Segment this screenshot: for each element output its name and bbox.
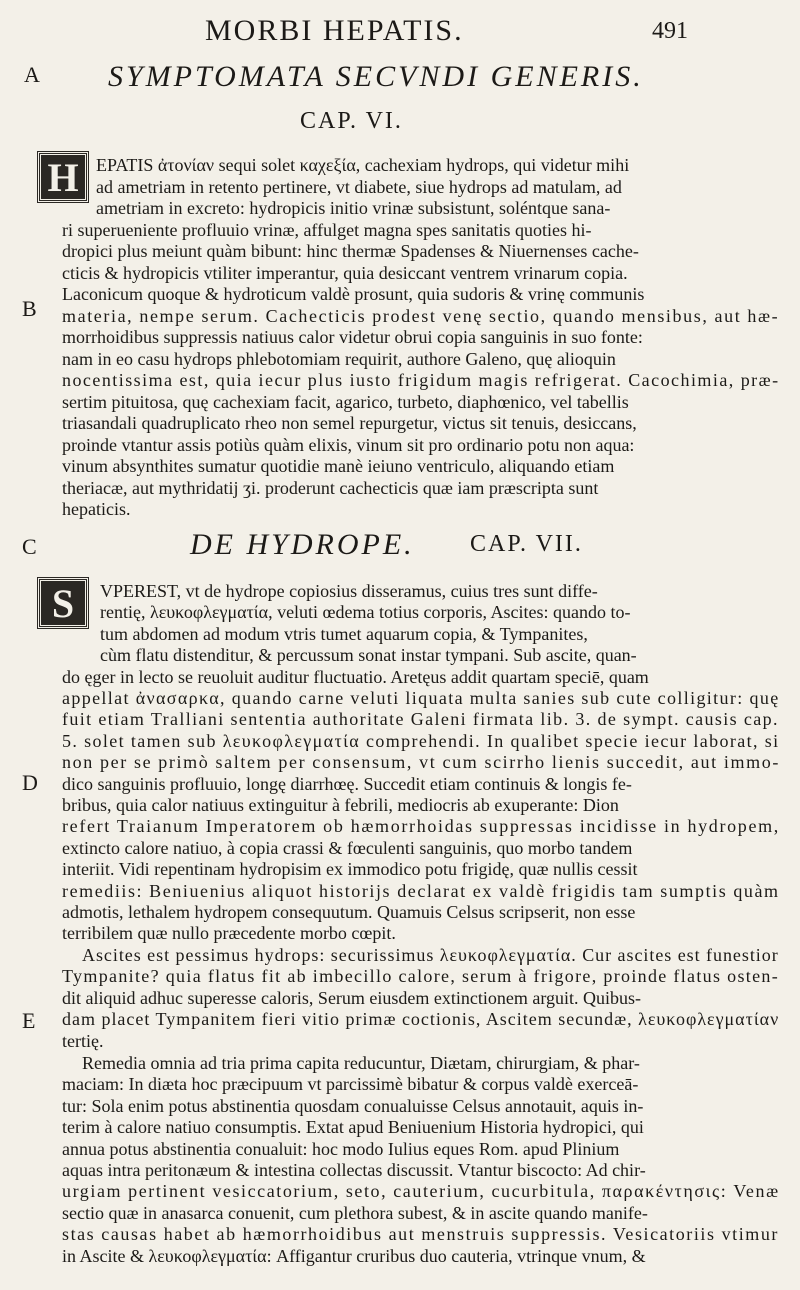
text-line: theriacæ, aut mythridatij ʒi. proderunt cachecticis quæ iam præscripta sunt — [62, 477, 599, 498]
text-line: cùm flatu distenditur, & percussum sonat instar tympani. Sub ascite, quan- — [100, 645, 637, 666]
text-line: Remedia omnia ad tria prima capita reducuntur, Diætam, chirurgiam, & phar- — [82, 1053, 640, 1073]
margin-letter-a: A — [24, 62, 40, 87]
section-heading-symptomata: SYMPTOMATA SECVNDI GENERIS. — [108, 60, 644, 93]
text-line: interiit. Vidi repentinam hydropisim ex immodico potu frigidę, quæ nullis cessit — [62, 859, 638, 880]
margin-letter-d: D — [22, 770, 38, 795]
text-line: proinde vtantur assis potiùs quàm elixis, vinum sit pro ordinario potu non aqua: — [62, 434, 635, 455]
text-line: dico sanguinis profluuio, longę diarrhœę. Succedit etiam continuis & longis fe- — [62, 773, 632, 794]
text-line: cticis & hydropicis vtiliter imperantur, quia desiccant ventrem vrinarum copia. — [62, 262, 628, 283]
text-line: refert Traianum Imperatorem ob hæmorrhoidas suppressas incidisse in hydropem, — [62, 816, 780, 837]
text-line: stas causas habet ab hæmorrhoidibus aut menstruis suppressis. Vesicatoriis vtimur — [62, 1224, 779, 1245]
chapter-label-vii: CAP. VII. — [470, 531, 583, 557]
text-line: dropici plus meiunt quàm bibunt: hinc thermæ Spadenses & Niuernenses cache- — [62, 241, 639, 261]
running-head-title: MORBI HEPATIS. — [205, 14, 464, 47]
text-line: non per se primò saltem per consensum, vt cum scirrho lienis succedit, aut immo- — [62, 752, 780, 773]
text-line: terim à calore natiuo consumptis. Extat apud Beniuenium Historia hydropici, qui — [62, 1117, 644, 1138]
margin-letter-e: E — [22, 1008, 36, 1033]
text-line: tur: Sola enim potus abstinentia quosdam conualuisse Celsus annotauit, aquis in- — [62, 1095, 644, 1116]
text-line: dam placet Tympanitem fieri vitio primæ coctionis, Ascitem secundæ, λευκοφλεγματίαν — [62, 1009, 780, 1030]
text-line: Ascites est pessimus hydrops: securissimus λευκοφλεγματία. Cur ascites est funestior — [82, 945, 779, 965]
decorated-initial-s: S — [38, 578, 88, 628]
decorated-initial-h: H — [38, 152, 88, 202]
text-line: appellat ἀνασαρκα, quando carne veluti liquata multa sanies sub cute colligitur: quę — [62, 688, 780, 708]
text-line: ad ametriam in retento pertinere, vt diabete, siue hydrops ad matulam, ad — [96, 176, 622, 197]
margin-letter-c: C — [22, 534, 37, 559]
text-line: sectio quæ in anasarca conuenit, cum plethora subest, & in ascite quando manife- — [62, 1202, 648, 1223]
text-line: maciam: In diæta hoc præcipuum vt parcissimè bibatur & corpus valdè exerceā- — [62, 1074, 639, 1095]
text-line: in Ascite & λευκοφλεγματία: Affigantur cruribus duo cauteria, vtrinque vnum, & — [62, 1245, 646, 1266]
text-line: vinum absynthites sumatur quotidie manè ieiuno ventriculo, aliquando etiam — [62, 456, 615, 476]
text-line: tertię. — [62, 1030, 104, 1051]
text-line: bribus, quia calor natiuus extinguitur à febrili, mediocris ab exuperante: Dion — [62, 795, 619, 815]
text-line: aquas intra peritonæum & intestina collectas discussit. Vtantur biscocto: Ad chir- — [62, 1160, 646, 1180]
page-number: 491 — [652, 18, 688, 44]
text-line: tum abdomen ad modum vtris tumet aquarum copia, & Tympanites, — [100, 623, 588, 644]
chapter-label-vi: CAP. VI. — [300, 108, 403, 134]
text-line: EPATIS ἀτονίαν sequi solet καχεξία, cachexiam hydrops, qui videtur mihi — [96, 155, 630, 175]
text-line: hepaticis. — [62, 499, 131, 519]
text-line: Laconicum quoque & hydroticum valdè prosunt, quia sudoris & vrinę communis — [62, 284, 645, 304]
text-line: materia, nempe serum. Cachecticis prodest venę sectio, quando mensibus, aut hæ- — [62, 305, 780, 326]
text-line: remediis: Beniuenius aliquot historijs declarat ex valdè frigidis tam sumptis quàm — [62, 880, 780, 901]
text-line: ametriam in excreto: hydropicis initio vrinæ subsistunt, soléntque sana- — [96, 198, 611, 218]
section-heading-de-hydrope: DE HYDROPE. — [190, 528, 415, 561]
text-line: ri superueniente profluuio vrinæ, affulget magna spes sanitatis quoties hi- — [62, 219, 592, 240]
text-line: extincto calore natiuo, à copia crassi & fœculenti sanguinis, quo morbo tandem — [62, 837, 633, 858]
margin-letter-b: B — [22, 296, 37, 321]
text-line: VPEREST, vt de hydrope copiosius disseramus, cuius tres sunt diffe- — [100, 581, 598, 601]
text-line: nam in eo casu hydrops phlebotomiam requirit, authore Galeno, quę alioquin — [62, 348, 616, 369]
running-head — [0, 14, 800, 54]
text-line: annua potus abstinentia conualuit: hoc modo Iulius eques Rom. apud Plinium — [62, 1138, 620, 1159]
text-line: terribilem quæ nullo præcedente morbo cœpit. — [62, 923, 396, 944]
text-line: sertim pituitosa, quę cachexiam facit, agarico, turbeto, diaphœnico, vel tabellis — [62, 391, 629, 412]
text-line: morrhoidibus suppressis natiuus calor videtur obrui copia sanguinis in suo fonte: — [62, 327, 643, 347]
text-line: Tympanite? quia flatus fit ab imbecillo calore, serum à frigore, proinde flatus osten- — [62, 966, 780, 987]
text-line: triasandali quadruplicato rheo non semel repurgetur, victus sit tenuis, desiccans, — [62, 413, 637, 433]
text-line: nocentissima est, quia iecur plus iusto frigidum magis refrigerat. Cacochimia, præ- — [62, 370, 780, 390]
text-line: admotis, lethalem hydropem consequutum. Quamuis Celsus scripserit, non esse — [62, 902, 636, 922]
text-line: urgiam pertinent vesiccatorium, seto, cauterium, cucurbitula, παρακέντησις: Venæ — [62, 1181, 780, 1202]
text-line: do ęger in lecto se reuoluit auditur fluctuatio. Aretęus addit quartam speciē, quam — [62, 666, 649, 687]
text-line: fuit etiam Tralliani sententia authoritate Galeni firmata lib. 3. de sympt. causis cap. — [62, 709, 779, 730]
text-line: dit aliquid adhuc superesse caloris, Serum eiusdem extinctionem arguit. Quibus- — [62, 987, 642, 1008]
text-line: rentię, λευκοφλεγματία, veluti œdema totius corporis, Ascites: quando to- — [100, 602, 631, 623]
text-line: 5. solet tamen sub λευκοφλεγματία comprehendi. In qualibet specie iecur laborat, si — [62, 730, 780, 751]
